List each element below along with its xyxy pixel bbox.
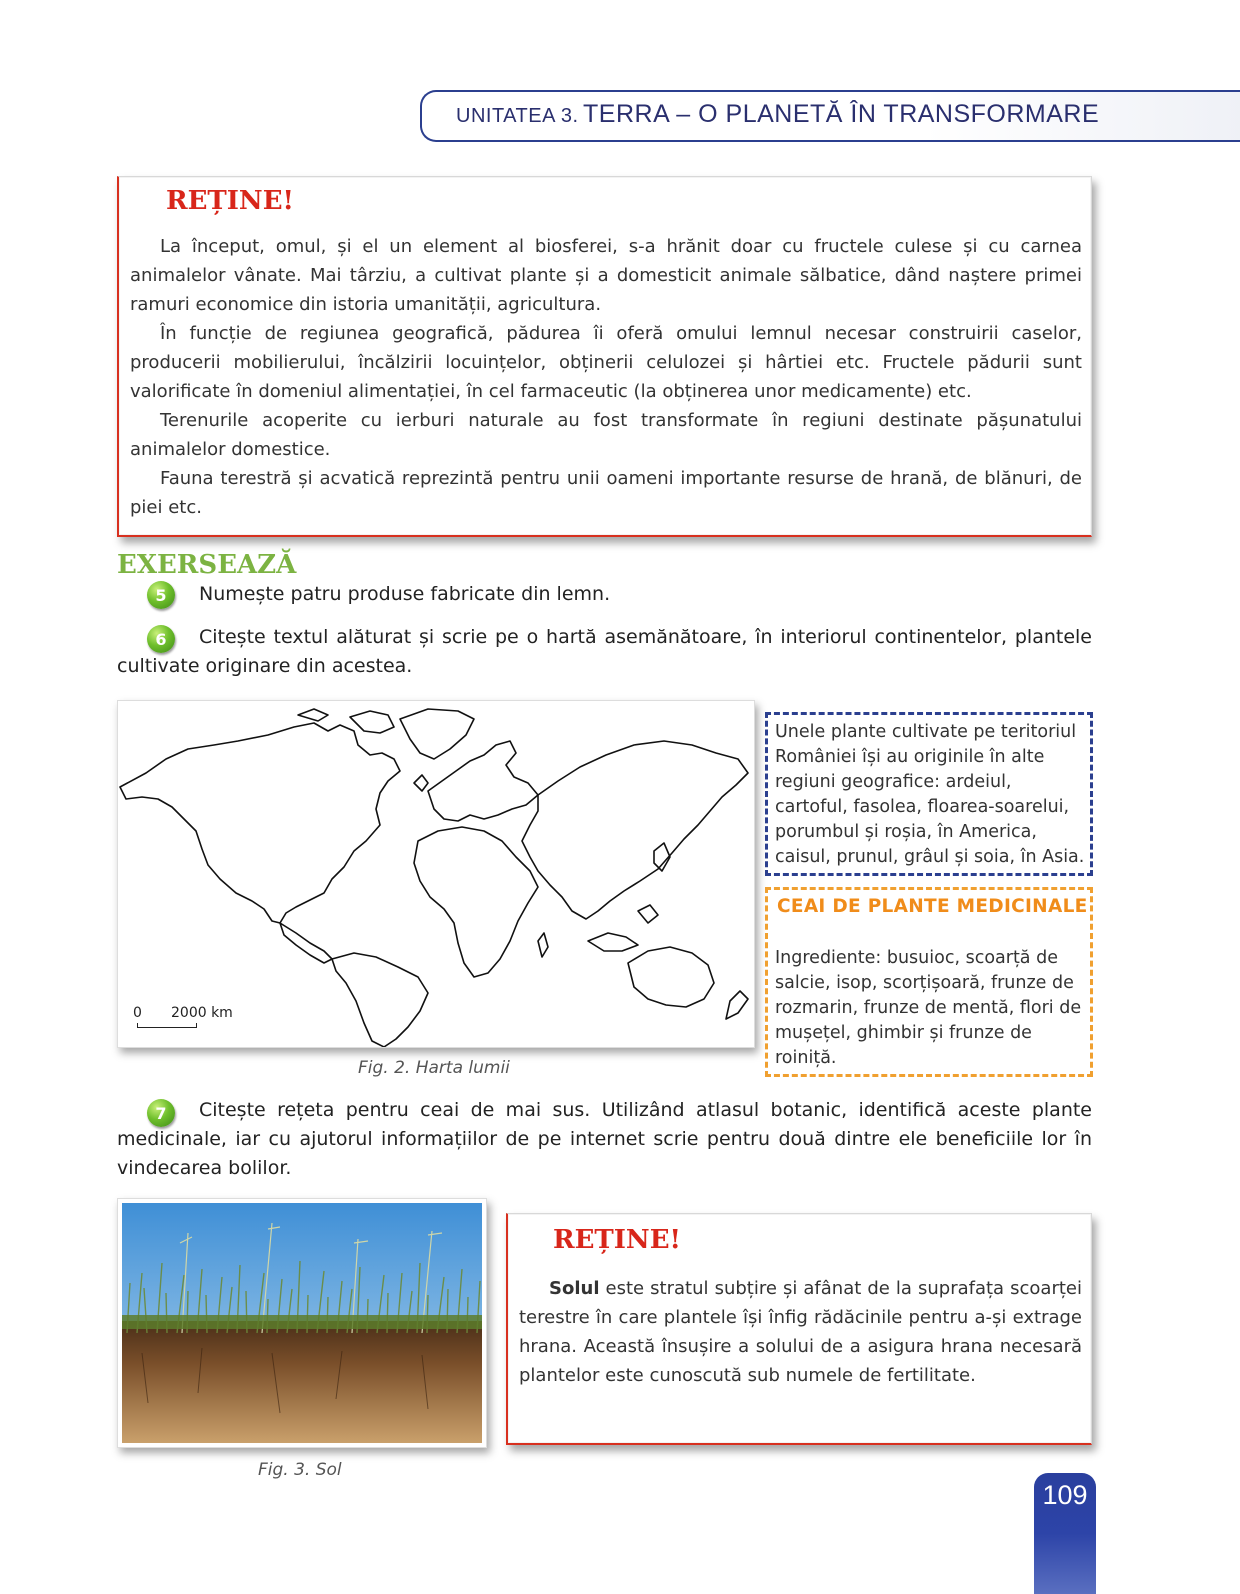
soil-caption: Fig. 3. Sol <box>258 1460 342 1480</box>
retine-title-2: REȚINE! <box>553 1225 681 1255</box>
exercise-7-text: Citește rețeta pentru ceai de mai sus. Utilizând atlasul botanic, identifică aceste plante medicinale, iar cu ajutorul informațiilor de pe internet scrie pentru două dintre ele beneficiile lor în vindecarea bolilor. <box>117 1099 1092 1179</box>
page-number: 109 <box>1042 1480 1088 1510</box>
map-scale-value: 2000 km <box>171 1005 233 1021</box>
world-map-figure <box>117 700 755 1048</box>
plants-origin-text: Unele plante cultivate pe teritoriul României își au originile în alte regiuni geografice: ardeiul, cartoful, fasolea, floarea-soarelui, porumbul și roșia, în America, caisul, prunul, grâul și soia, în Asia. <box>775 722 1085 867</box>
retine-title-1: REȚINE! <box>166 186 294 216</box>
soil-term: Solul <box>549 1278 600 1299</box>
tea-recipe-text: Ingrediente: busuioc, scoarță de salcie, isop, scorțișoară, frunze de rozmarin, frunze de mentă, flori de mușețel, ghimbir și frunze de roiniță. <box>775 948 1082 1068</box>
soil-photo-frame <box>117 1198 487 1448</box>
exercise-5-text: Numește patru produse fabricate din lemn. <box>199 583 611 605</box>
exercise-number-badge: 6 <box>147 625 175 653</box>
map-caption: Fig. 2. Harta lumii <box>358 1058 510 1078</box>
soil-photo <box>122 1203 482 1443</box>
retine-body-2 <box>519 1274 1082 1390</box>
retine-body-1 <box>130 232 1082 522</box>
world-map-outline <box>118 701 754 1047</box>
map-scale-zero: 0 <box>133 1005 142 1021</box>
retine-paragraph: La început, omul, și el un element al biosferei, s-a hrănit doar cu fructele culese și cu carnea animalelor vânate. Mai târziu, a cultivat plante și a domesticit animale sălbatice, dând naștere primei ramuri economice din istoria umanității, agricultura. <box>130 236 1082 315</box>
header-title <box>456 100 1099 129</box>
tea-recipe-title: CEAI DE PLANTE MEDICINALE <box>777 896 1088 917</box>
retine-paragraph: Fauna terestră și acvatică reprezintă pentru unii oameni importante resurse de hrană, de blănuri, de piei etc. <box>130 468 1082 518</box>
exercise-number-badge: 7 <box>147 1099 175 1127</box>
retine-paragraph: În funcție de regiunea geografică, pădurea îi oferă omului lemnul necesar construirii caselor, producerii mobilierului, încălzirii locuințelor, obținerii celulozei și hârtiei etc. Fructele pădurii sunt valorificate în domeniul alimentației, în cel farmaceutic (la obținerea unor medicamente) etc. <box>130 323 1082 402</box>
map-scale-bar <box>137 1023 197 1028</box>
exerseaza-heading: EXERSEAZĂ <box>117 550 297 580</box>
soil-definition: este stratul subțire și afânat de la suprafața scoarței terestre în care plantele își înfig rădăcinile pentru a-și extrage hrana. Această însușire a solului de a asigura hrana necesară plantelor este cunoscută sub numele de fertilitate. <box>519 1278 1082 1386</box>
unit-title: TERRA – O PLANETĂ ÎN TRANSFORMARE <box>583 100 1100 128</box>
unit-label: UNITATEA 3. <box>456 105 579 127</box>
exercise-number-badge: 5 <box>147 581 175 609</box>
retine-paragraph: Terenurile acoperite cu ierburi naturale au fost transformate în regiuni destinate pășunatului animalelor domestice. <box>130 410 1082 460</box>
exercise-6-text: Citește textul alăturat și scrie pe o hartă asemănătoare, în interiorul continentelor, plantele cultivate originare din acestea. <box>117 626 1092 677</box>
